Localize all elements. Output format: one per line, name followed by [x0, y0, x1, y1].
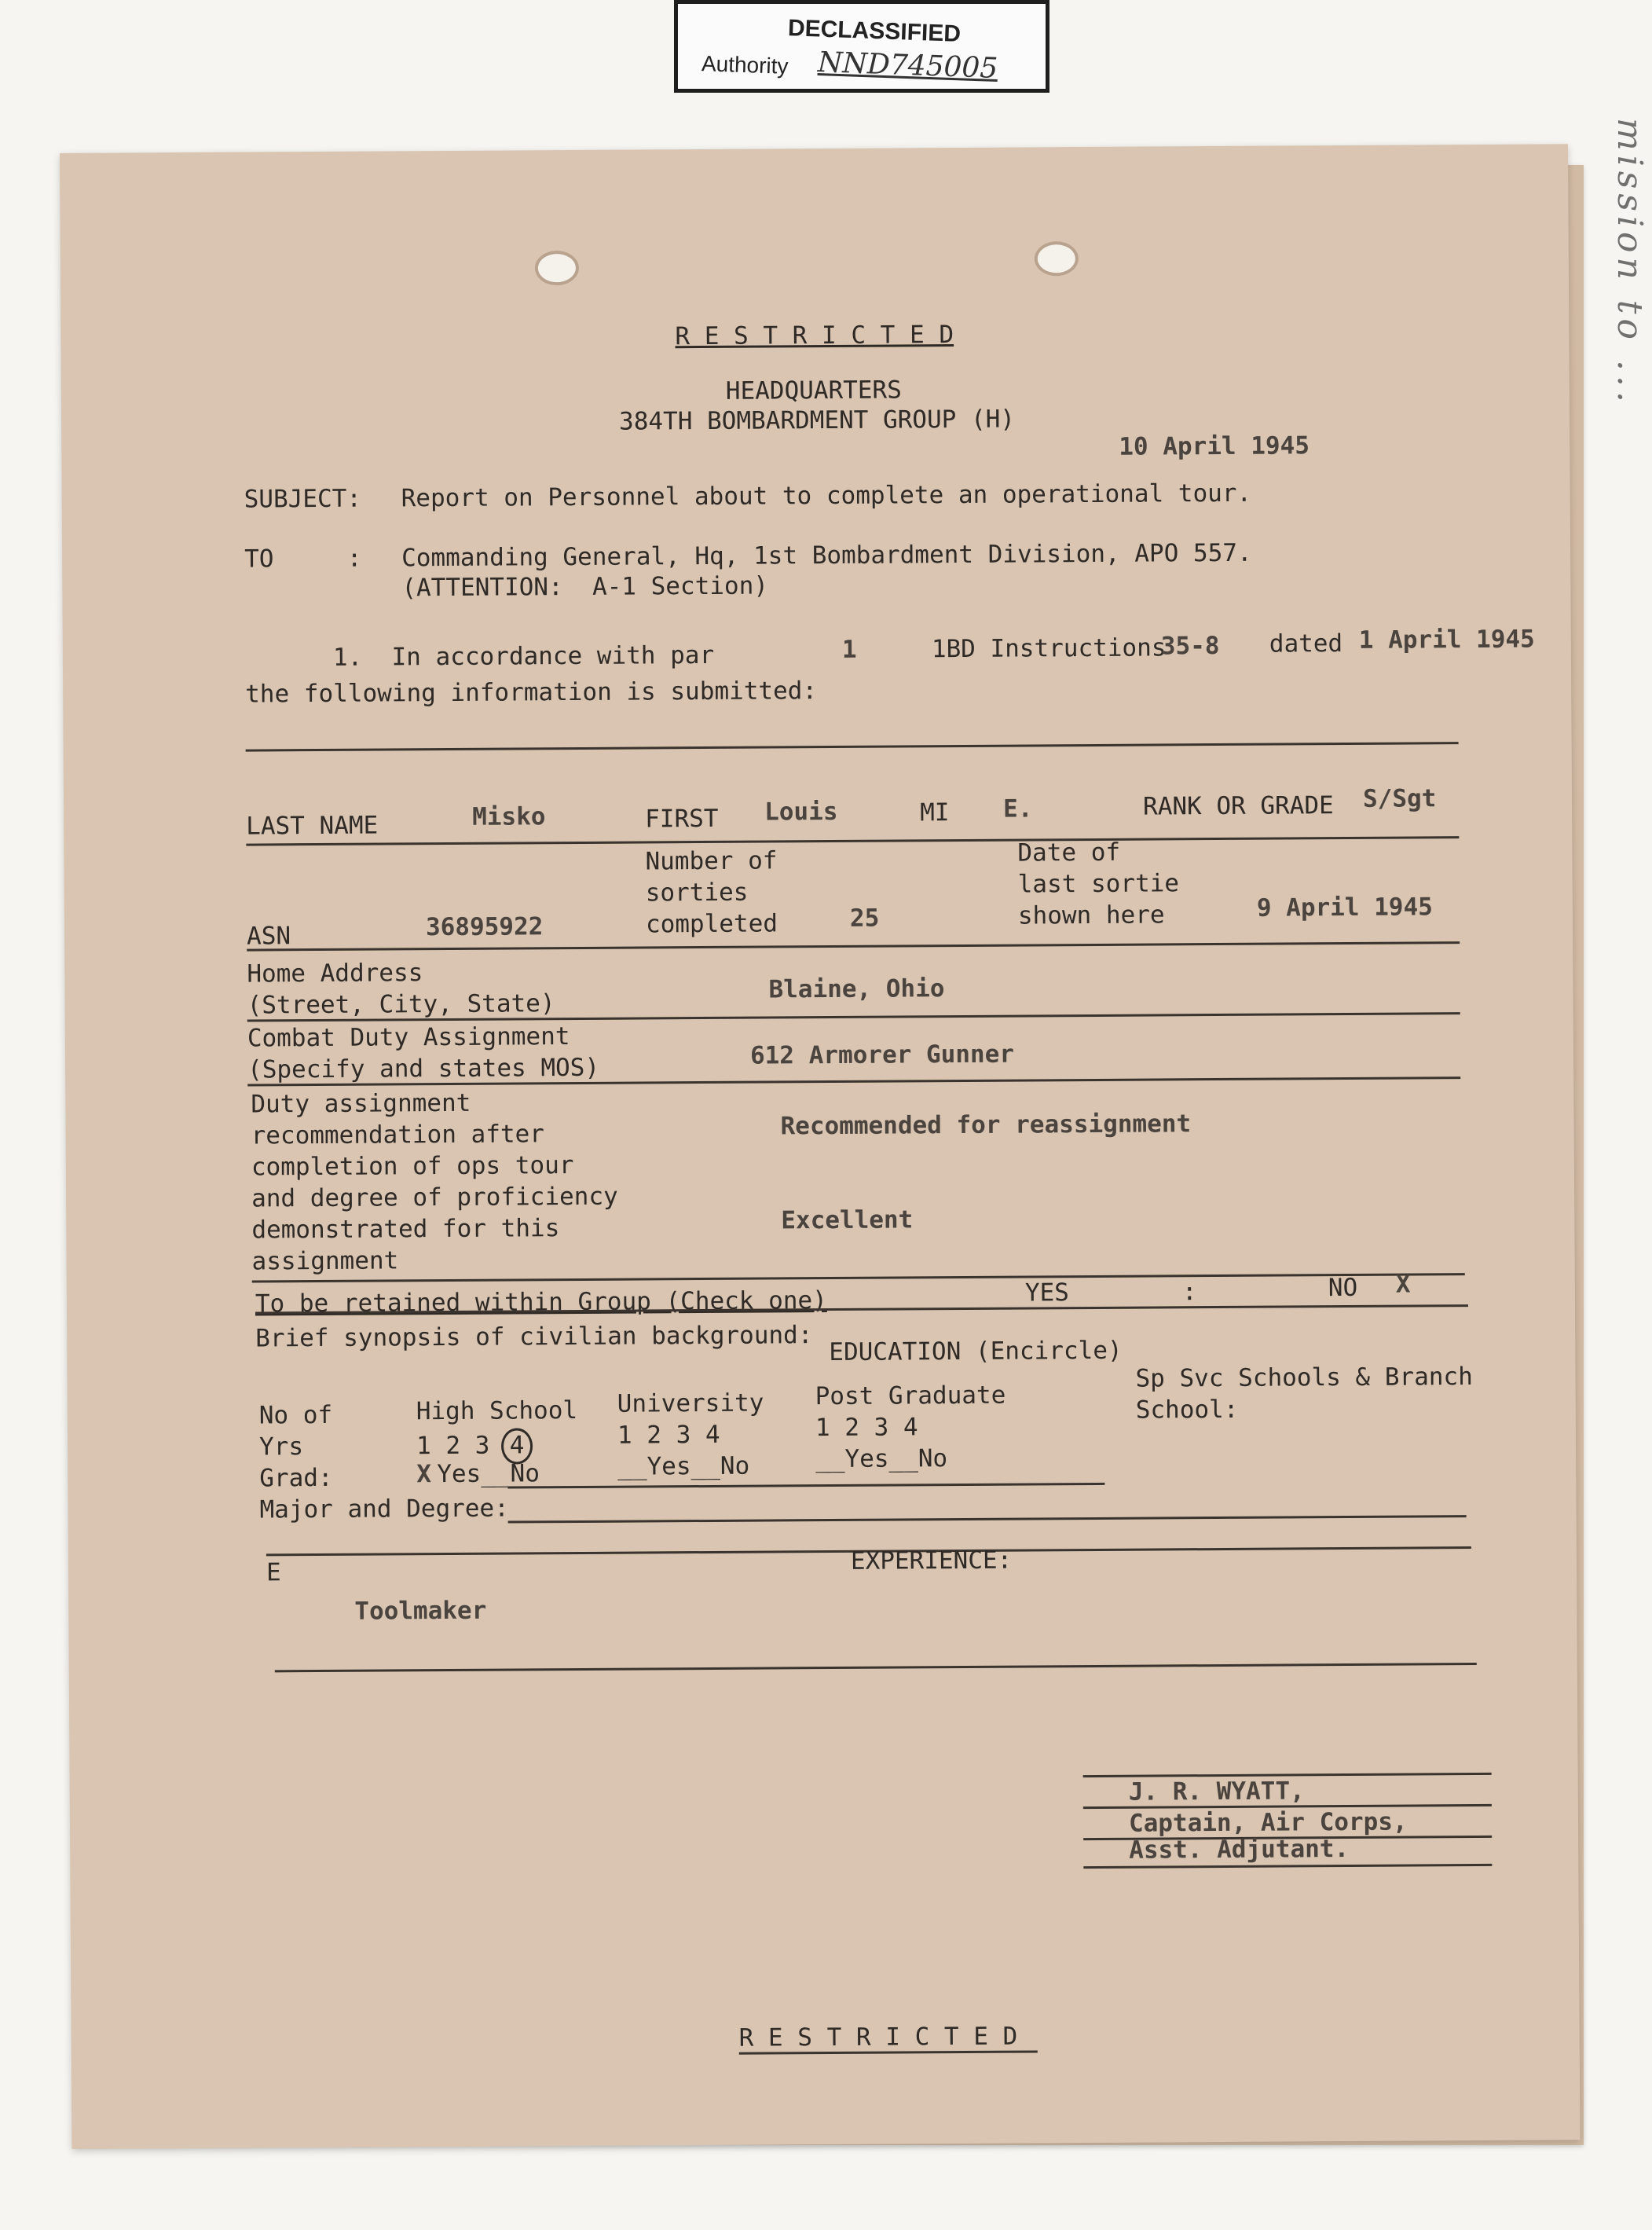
sorties-label-2: sorties [645, 878, 749, 908]
rank-label: RANK OR GRADE [1142, 791, 1334, 821]
rule-line [252, 1273, 1465, 1282]
para1-dated: dated [1269, 629, 1343, 658]
stamp-authority-label: Authority [701, 51, 789, 79]
yrs-label: Yrs [258, 1432, 304, 1462]
post-graduate-label: Post Graduate [815, 1381, 1006, 1411]
classification-bottom: R E S T R I C T E D [738, 2022, 1018, 2052]
subject-text: Report on Personnel about to complete an operational tour. [401, 479, 1252, 513]
stamp-authority-value: NND745005 [817, 46, 998, 85]
para1-date: 1 April 1945 [1358, 625, 1535, 655]
high-school-grad: Yes__No [437, 1459, 540, 1489]
stamp-title: DECLASSIFIED [787, 15, 962, 47]
post-graduate-years: 1 2 3 4 [815, 1413, 918, 1443]
para1-intro: 1. In accordance with par [332, 640, 715, 672]
asn-value: 36895922 [425, 912, 544, 942]
proficiency-value: Excellent [781, 1205, 914, 1235]
subject-label: SUBJECT: [244, 484, 362, 514]
para1-par-number: 1 [841, 635, 857, 664]
last-sortie-value: 9 April 1945 [1256, 893, 1433, 922]
duty-recommendation-value: Recommended for reassignment [780, 1109, 1192, 1141]
duty-label-3: completion of ops tour [251, 1151, 574, 1182]
mi-value: E. [1003, 794, 1033, 823]
last-sortie-label-3: shown here [1017, 900, 1165, 930]
home-address-label-1: Home Address [247, 959, 423, 988]
duty-label-5: demonstrated for this [251, 1214, 560, 1245]
home-address-label-2: (Street, City, State) [247, 989, 555, 1020]
punch-hole-right [1035, 241, 1079, 276]
retain-no-mark: X [1395, 1270, 1411, 1299]
sorties-label-1: Number of [645, 846, 778, 876]
para1-instructions: 1BD Instructions [931, 633, 1167, 664]
education-label: EDUCATION (Encircle) [829, 1336, 1123, 1367]
grad-rule [507, 1483, 1104, 1489]
retain-no-label: NO [1328, 1273, 1358, 1303]
org-headquarters: HEADQUARTERS [725, 376, 902, 405]
to-line-1: Commanding General, Hq, 1st Bombardment Division, APO 557. [401, 538, 1252, 573]
last-sortie-label-2: last sortie [1017, 869, 1180, 899]
to-label: TO : [244, 544, 362, 574]
rule-line [275, 1663, 1477, 1672]
duty-label-2: recommendation after [251, 1120, 545, 1150]
rank-value: S/Sgt [1362, 784, 1437, 813]
first-name-label: FIRST [645, 804, 719, 834]
mi-label: MI [920, 798, 950, 827]
high-school-years-circled: 4 [501, 1428, 533, 1464]
experience-label: EXPERIENCE: [850, 1546, 1013, 1575]
last-name-label: LAST NAME [246, 811, 379, 841]
major-degree-line [508, 1515, 1467, 1523]
para1-continuation: the following information is submitted: [245, 677, 818, 709]
last-name-value: Misko [472, 802, 546, 831]
signature-line-4 [1083, 1864, 1492, 1869]
document-page [60, 144, 1580, 2149]
org-group: 384TH BOMBARDMENT GROUP (H) [618, 405, 1016, 436]
combat-duty-label-2: (Specify and states MOS) [247, 1053, 600, 1084]
signature-title: Asst. Adjutant. [1129, 1835, 1350, 1865]
sorties-label-3: completed [645, 909, 778, 939]
duty-label-4: and degree of proficiency [251, 1182, 618, 1213]
post-graduate-grad: __Yes__No [815, 1444, 948, 1474]
punch-hole-left [535, 251, 579, 285]
high-school-grad-mark: X [416, 1460, 432, 1489]
sp-svc-label-1: Sp Svc Schools & Branch [1135, 1363, 1473, 1393]
sorties-value: 25 [849, 904, 880, 933]
asn-label: ASN [246, 922, 291, 951]
university-years: 1 2 3 4 [617, 1420, 720, 1450]
duty-label-6: assignment [251, 1246, 399, 1276]
to-line-2: (ATTENTION: A-1 Section) [401, 571, 769, 603]
classification-top: R E S T R I C T E D [675, 321, 954, 351]
university-grad: __Yes__No [617, 1451, 750, 1481]
high-school-label: High School [416, 1396, 578, 1426]
rule-line [247, 941, 1460, 951]
declassified-stamp [674, 0, 1049, 93]
signature-rank: Captain, Air Corps, [1128, 1807, 1408, 1838]
duty-label-1: Duty assignment [251, 1088, 471, 1119]
rule-line [246, 742, 1459, 751]
combat-duty-value: 612 Armorer Gunner [749, 1040, 1015, 1070]
rule-line [246, 836, 1459, 845]
no-of-label: No of [258, 1400, 333, 1430]
para1-instruction-number: 35-8 [1160, 631, 1220, 661]
e-label: E [266, 1558, 281, 1587]
home-address-value: Blaine, Ohio [768, 974, 945, 1004]
sp-svc-label-2: School: [1135, 1395, 1239, 1425]
first-name-value: Louis [764, 797, 838, 827]
retain-yes-label: YES [1024, 1278, 1069, 1308]
last-sortie-label-1: Date of [1017, 838, 1121, 867]
major-degree-label: Major and Degree: [259, 1494, 509, 1524]
grad-label: Grad: [259, 1463, 333, 1493]
combat-duty-label-1: Combat Duty Assignment [247, 1022, 570, 1053]
margin-handwriting: mission to ... [1610, 118, 1650, 407]
retain-colon: : [1181, 1278, 1197, 1307]
retain-label: To be retained within Group (Check one) [255, 1286, 827, 1319]
experience-value: Toolmaker [354, 1596, 487, 1626]
high-school-years-text: 1 2 3 [416, 1431, 490, 1461]
signature-name: J. R. WYATT, [1128, 1777, 1305, 1806]
report-date: 10 April 1945 [1119, 431, 1310, 461]
brief-synopsis-label: Brief synopsis of civilian background: [255, 1321, 813, 1353]
university-label: University [617, 1388, 764, 1418]
